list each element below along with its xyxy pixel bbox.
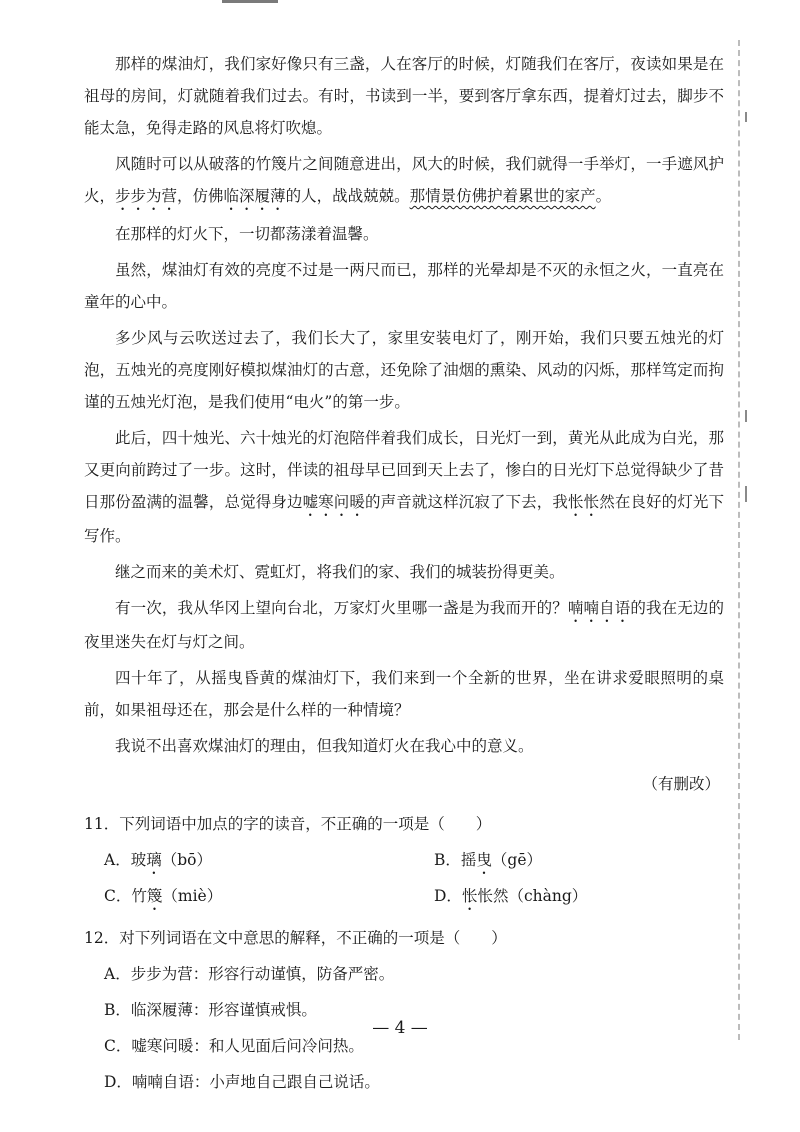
text-span: 然在良好的灯光下写作。 [84, 493, 724, 545]
text-span: 。 [595, 187, 612, 205]
passage-paragraph [84, 422, 724, 552]
passage-paragraph: 虽然，煤油灯有效的亮度不过是一两尺而已，那样的光晕却是不灭的永恒之火，一直亮在童年的心中。 [84, 261, 724, 311]
passage-paragraph: 多少风与云吹送过去了，我们长大了，家里安装电灯了，刚开始，我们只要五烛光的灯泡，五烛光的亮度刚好模拟煤油灯的古意，还免除了油烟的熏染、风动的闪烁，那样笃定而拘谨的五烛光灯泡，是我们使用“电火”的第一步。 [84, 329, 724, 411]
text-span: （miè） [162, 887, 223, 905]
question-11 [84, 806, 724, 914]
option-a[interactable]: A．步步为营：形容行动谨慎，防备严密。 [104, 965, 395, 983]
dotted-char: 怅 [461, 887, 478, 905]
edge-tick [745, 486, 747, 502]
option-b[interactable]: B．临深履薄：形容谨慎戒惧。 [104, 1001, 317, 1019]
dotted-phrase: 怅怅 [567, 493, 600, 511]
text-span: 怅然（chàng） [477, 887, 588, 905]
question-stem: 12．对下列词语在文中意思的解释，不正确的一项是（ ） [84, 929, 507, 947]
text-span: 有一次，我从华冈上望向台北，万家灯火里哪一盏是为我而开的？ [115, 599, 568, 617]
passage-paragraph: 四十年了，从摇曳昏黄的煤油灯下，我们来到一个全新的世界，坐在讲求爱眼照明的桌前，如果祖母还在，那会是什么样的一种情境？ [84, 669, 724, 719]
passage-and-questions [84, 48, 724, 1100]
scan-top-mark [222, 0, 278, 3]
passage-paragraph: 我说不出喜欢煤油灯的理由，但我知道灯火在我心中的意义。 [115, 737, 534, 755]
wavy-underlined-sentence: 那情景仿佛护着累世的家产 [409, 187, 596, 205]
dotted-phrase: 喃喃自语 [567, 599, 631, 617]
text-span: 的声音就这样沉寂了下去，我 [365, 493, 568, 511]
dotted-char: 曳 [476, 851, 492, 869]
dotted-phrase: 嘘寒问暖 [302, 493, 366, 511]
text-span: D． [434, 887, 462, 905]
question-12 [84, 920, 724, 1100]
text-span: 的人，战战兢兢。 [285, 187, 410, 205]
text-span: 的我在无边的夜里迷失在灯与灯之间。 [84, 599, 724, 651]
text-span: （bō） [161, 851, 212, 869]
dotted-char: 篾 [146, 887, 163, 905]
dotted-char: 璃 [146, 851, 162, 869]
page-number: — 4 — [372, 1018, 428, 1038]
option-c[interactable] [104, 878, 434, 914]
passage-paragraph [84, 148, 724, 214]
edge-tick [745, 112, 747, 122]
passage-paragraph: 继之而来的美术灯、霓虹灯，将我们的家、我们的城装扮得更美。 [115, 563, 565, 581]
passage-paragraph: 在那样的灯火下，一切都荡漾着温馨。 [115, 225, 379, 243]
option-c[interactable]: C．嘘寒问暖：和人见面后问冷问热。 [104, 1037, 364, 1055]
text-span: ，仿佛 [177, 187, 224, 205]
option-d[interactable]: D．喃喃自语：小声地自己跟自己说话。 [104, 1073, 380, 1091]
option-b[interactable] [434, 842, 744, 878]
text-span: C．竹 [104, 887, 147, 905]
text-span: B．摇 [434, 851, 477, 869]
source-note: （有删改） [642, 775, 720, 793]
edge-tick [745, 410, 747, 422]
dotted-phrase: 步步为营 [115, 187, 178, 205]
passage-paragraph: 那样的煤油灯，我们家好像只有三盏，人在客厅的时候，灯随我们在客厅，夜读如果是在祖母的房间，灯就随着我们过去。有时，书读到一半，要到客厅拿东西，提着灯过去，脚步不能太急，免得走路的风息将灯吹熄。 [84, 55, 724, 137]
text-span: 此后，四十烛光、六十烛光的灯泡陪伴着我们成长，日光灯一到，黄光从此成为白光，那又更向前跨过了一步。这时，伴读的祖母早已回到天上去了，惨白的日光灯下总觉得缺少了昔日那份盈满的温馨，总觉得身边 [84, 429, 724, 511]
text-span: 风随时可以从破落的竹篾片之间随意进出，风大的时候，我们就得一手举灯，一手遮风护火， [84, 155, 724, 205]
option-d[interactable] [434, 878, 744, 914]
option-a[interactable] [104, 842, 434, 878]
dotted-phrase: 临深履薄 [223, 187, 286, 205]
question-stem: 11．下列词语中加点的字的读音，不正确的一项是（ ） [84, 815, 492, 833]
question-options [84, 842, 724, 914]
text-span: （gē） [491, 851, 543, 869]
text-span: A．玻 [104, 851, 147, 869]
passage-paragraph [84, 592, 724, 658]
